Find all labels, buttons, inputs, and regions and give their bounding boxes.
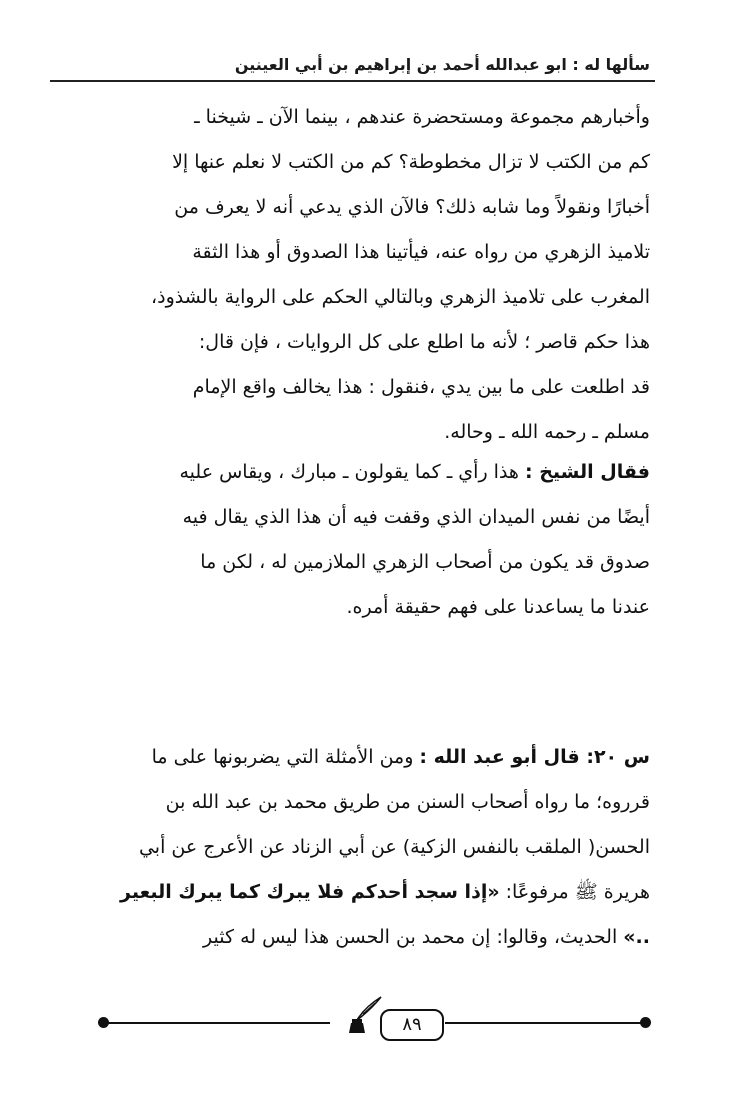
text-line: أيضًا من نفس الميدان الذي وقفت فيه أن هذا الذي يقال فيه bbox=[182, 506, 650, 528]
speaker-label: فقال الشيخ : bbox=[525, 461, 650, 483]
text-line: الحسن( الملقب بالنفس الزكية) عن أبي الزناد عن الأعرج عن أبي bbox=[138, 836, 650, 858]
footer-rule-left bbox=[105, 1022, 330, 1024]
text-line: عندنا ما يساعدنا على فهم حقيقة أمره. bbox=[346, 596, 650, 618]
running-header: سألها له : ابو عبدالله أحمد بن إبراهيم بن أبي العينين bbox=[234, 55, 650, 74]
hadith-quote-end: ..» bbox=[623, 926, 650, 948]
paragraph-2 bbox=[90, 450, 650, 630]
page-number: ٨٩ bbox=[380, 1009, 444, 1041]
text-line bbox=[90, 450, 650, 495]
text-line: قد اطلعت على ما بين يدي ،فنقول : هذا يخالف واقع الإمام bbox=[192, 376, 650, 398]
text-line: أخبارًا ونقولاً وما شابه ذلك؟ فالآن الذي يدعي أنه لا يعرف من bbox=[174, 196, 650, 218]
text-line: كم من الكتب لا تزال مخطوطة؟ كم من الكتب لا نعلم عنها إلا bbox=[172, 151, 650, 173]
question-label: س ٢٠: قال أبو عبد الله : bbox=[419, 746, 650, 768]
text-run: هريرة ﷺ مرفوعًا: bbox=[499, 881, 650, 903]
text-line bbox=[90, 870, 650, 915]
text-line: مسلم ـ رحمه الله ـ وحاله. bbox=[444, 421, 650, 443]
text-run: هذا رأي ـ كما يقولون ـ مبارك ، ويقاس عليه bbox=[179, 461, 525, 483]
text-line: المغرب على تلاميذ الزهري وبالتالي الحكم على الرواية بالشذوذ، bbox=[151, 286, 650, 308]
text-run: ومن الأمثلة التي يضربونها على ما bbox=[151, 746, 420, 768]
text-line: صدوق قد يكون من أصحاب الزهري الملازمين له ، لكن ما bbox=[200, 551, 650, 573]
footer-rule-right bbox=[445, 1022, 645, 1024]
text-run: الحديث، وقالوا: إن محمد بن الحسن هذا ليس له كثير bbox=[203, 926, 624, 948]
inkwell-quill-icon bbox=[335, 995, 385, 1035]
text-line: قرروه؛ ما رواه أصحاب السنن من طريق محمد بن عبد الله بن bbox=[165, 791, 650, 813]
text-line: وأخبارهم مجموعة ومستحضرة عندهم ، بينما الآن ـ شيخنا ـ bbox=[194, 106, 650, 128]
paragraph-3 bbox=[90, 735, 650, 960]
page-footer bbox=[95, 995, 650, 1055]
text-line bbox=[90, 915, 650, 960]
text-line: هذا حكم قاصر ؛ لأنه ما اطلع على كل الروايات ، فإن قال: bbox=[198, 331, 650, 353]
text-line: تلاميذ الزهري من رواه عنه، فيأتينا هذا الصدوق أو هذا الثقة bbox=[192, 241, 650, 263]
header-divider bbox=[50, 80, 655, 82]
hadith-quote: «إذا سجد أحدكم فلا يبرك كما يبرك البعير bbox=[120, 881, 500, 903]
text-line bbox=[90, 735, 650, 780]
ornament-dot-right bbox=[640, 1017, 651, 1028]
paragraph-1 bbox=[90, 95, 650, 455]
